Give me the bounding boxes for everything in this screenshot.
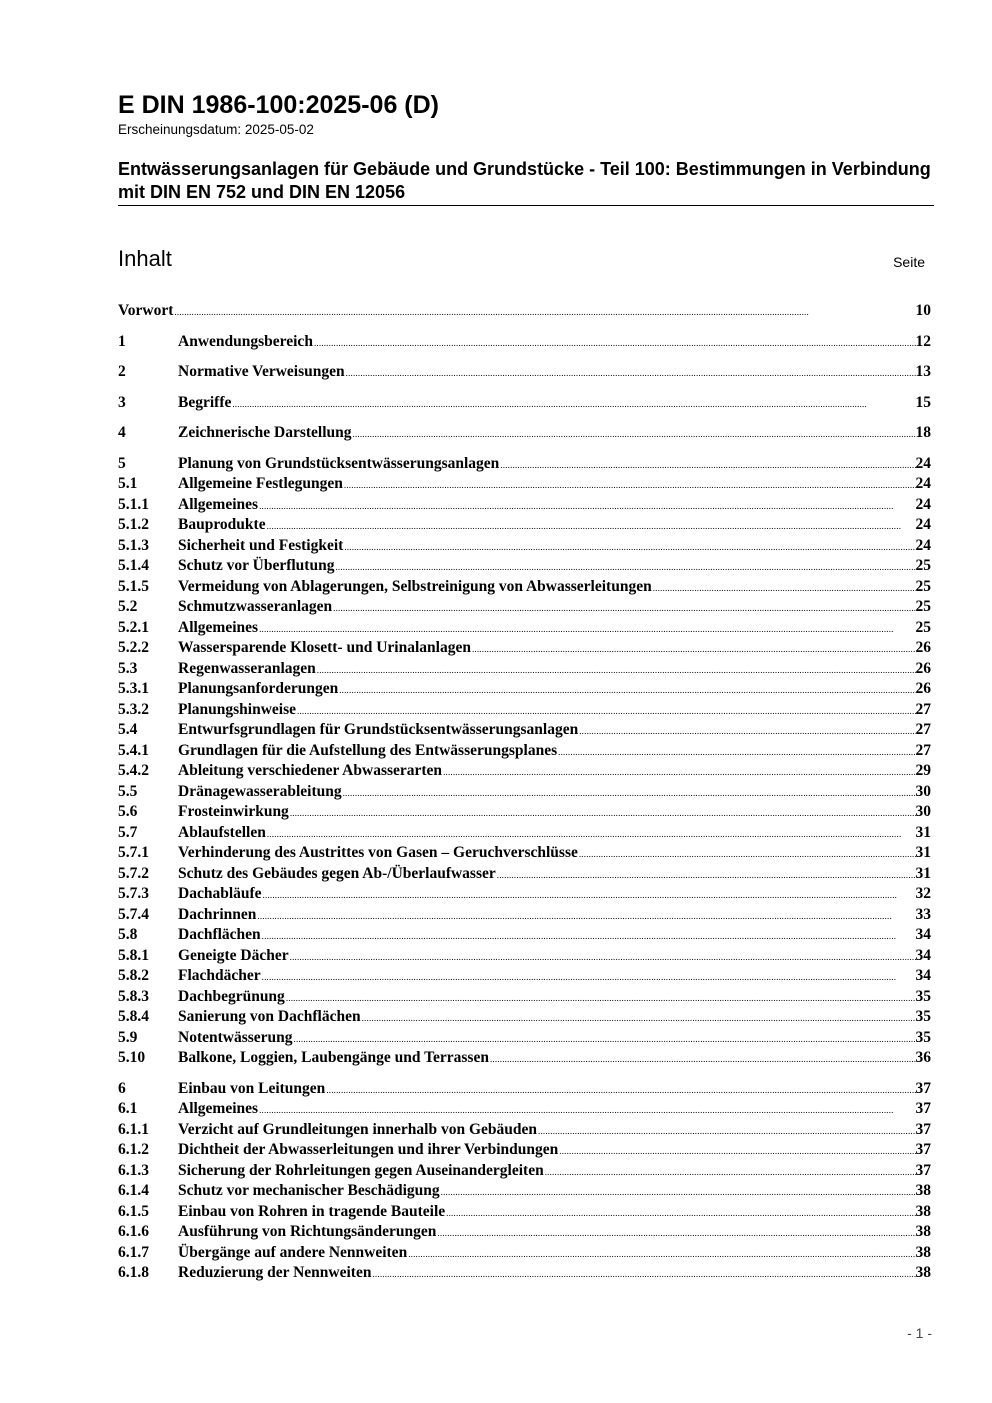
toc-entry-number: 5.8.3 bbox=[118, 987, 149, 1005]
toc-entry-number: 5.7.3 bbox=[118, 885, 149, 902]
toc-entry[interactable] bbox=[118, 659, 931, 680]
toc-dot-leader bbox=[261, 926, 916, 947]
toc-entry-number: 5.8 bbox=[118, 926, 138, 943]
toc-entry-page: 38 bbox=[915, 1223, 931, 1240]
toc-entry-number: 5.10 bbox=[118, 1049, 146, 1066]
toc-dot-leader bbox=[296, 701, 915, 722]
table-of-contents bbox=[118, 301, 931, 1284]
toc-entry-number: 5.7.1 bbox=[118, 844, 149, 861]
toc-entry-page: 15 bbox=[915, 393, 931, 411]
toc-entry[interactable] bbox=[118, 741, 931, 762]
toc-entry-page: 13 bbox=[915, 363, 931, 380]
toc-entry-title: Verhinderung des Austrittes von Gasen – Geruchverschlüsse bbox=[178, 844, 578, 861]
toc-entry-number: 5.6 bbox=[118, 803, 138, 820]
toc-dot-leader bbox=[436, 1223, 915, 1244]
toc-entry-page: 37 bbox=[915, 1079, 931, 1097]
toc-entry[interactable] bbox=[118, 393, 931, 414]
toc-entry-page: 25 bbox=[915, 618, 931, 636]
toc-entry[interactable] bbox=[118, 618, 931, 639]
toc-entry-title: Begriffe bbox=[178, 393, 232, 411]
toc-dot-leader bbox=[332, 598, 915, 619]
toc-entry-title: Allgemeine Festlegungen bbox=[178, 475, 343, 492]
toc-dot-leader bbox=[578, 844, 916, 865]
toc-dot-leader bbox=[173, 302, 915, 323]
toc-dot-leader bbox=[371, 1264, 915, 1285]
toc-entry-number: 5.8.1 bbox=[118, 946, 149, 964]
document-title: Entwässerungsanlagen für Gebäude und Grundstücke - Teil 100: Bestimmungen in Verbindung mit DIN EN 752 und DIN EN 12056 bbox=[118, 159, 931, 202]
toc-entry-title: Übergänge auf andere Nennweiten bbox=[178, 1243, 408, 1261]
toc-dot-leader bbox=[325, 1080, 915, 1101]
toc-dot-leader bbox=[489, 1049, 916, 1070]
toc-entry[interactable] bbox=[118, 556, 931, 577]
toc-entry[interactable] bbox=[118, 515, 931, 536]
toc-entry-number: 5.1.4 bbox=[118, 557, 149, 574]
toc-entry-number: 4 bbox=[118, 424, 126, 441]
toc-entry-page: 10 bbox=[915, 302, 931, 319]
toc-entry-page: 31 bbox=[915, 823, 931, 841]
toc-entry[interactable] bbox=[118, 782, 931, 803]
toc-entry[interactable] bbox=[118, 720, 931, 741]
toc-entry-number: 5.1.5 bbox=[118, 577, 149, 595]
toc-entry-title: Schutz des Gebäudes gegen Ab-/Überlaufwasser bbox=[178, 864, 496, 882]
toc-dot-leader bbox=[258, 1100, 915, 1121]
toc-entry-title: Frosteinwirkung bbox=[178, 803, 289, 820]
toc-dot-leader bbox=[445, 1203, 915, 1224]
toc-entry-page: 33 bbox=[915, 905, 931, 923]
toc-entry[interactable] bbox=[118, 474, 931, 495]
toc-entry[interactable] bbox=[118, 884, 931, 905]
toc-entry-title: Wassersparende Klosett- und Urinalanlagen bbox=[178, 639, 471, 656]
toc-entry-number: 5.2.2 bbox=[118, 639, 149, 656]
toc-entry[interactable] bbox=[118, 1120, 931, 1141]
toc-dot-leader bbox=[231, 394, 915, 415]
toc-entry-title: Planungshinweise bbox=[178, 700, 297, 718]
toc-entry-page: 24 bbox=[915, 495, 931, 513]
toc-entry-title: Anwendungsbereich bbox=[178, 332, 313, 350]
toc-entry-number: 5.1.3 bbox=[118, 536, 149, 554]
page-column-label: Seite bbox=[893, 254, 925, 270]
toc-entry-title: Einbau von Leitungen bbox=[178, 1079, 326, 1097]
toc-dot-leader bbox=[285, 988, 916, 1009]
toc-entry-title: Allgemeines bbox=[178, 495, 259, 513]
toc-entry-title: Planungsanforderungen bbox=[178, 680, 339, 697]
toc-entry-title: Dachbegrünung bbox=[178, 987, 285, 1005]
toc-entry-title: Einbau von Rohren in tragende Bauteile bbox=[178, 1202, 446, 1220]
toc-entry-title: Dachflächen bbox=[178, 926, 261, 943]
toc-entry-number: 5.5 bbox=[118, 782, 138, 800]
toc-entry-number: 5.4.1 bbox=[118, 741, 149, 759]
toc-entry-page: 26 bbox=[915, 659, 931, 677]
toc-entry[interactable] bbox=[118, 454, 931, 475]
toc-entry-page: 37 bbox=[915, 1120, 931, 1138]
toc-entry-page: 34 bbox=[915, 967, 931, 984]
toc-entry-page: 38 bbox=[915, 1182, 931, 1199]
toc-entry[interactable] bbox=[118, 987, 931, 1008]
toc-entry[interactable] bbox=[118, 823, 931, 844]
toc-dot-leader bbox=[407, 1244, 915, 1265]
toc-entry-title: Dachabläufe bbox=[178, 885, 262, 902]
toc-entry-number: 5.3.1 bbox=[118, 680, 149, 697]
toc-entry-page: 18 bbox=[915, 424, 931, 441]
footer-page-number: - 1 - bbox=[907, 1325, 932, 1341]
toc-entry[interactable] bbox=[118, 1099, 931, 1120]
toc-dot-leader bbox=[361, 1008, 916, 1029]
toc-dot-leader bbox=[316, 660, 916, 681]
toc-entry-number: 5.7.2 bbox=[118, 864, 149, 882]
toc-entry-page: 24 bbox=[915, 475, 931, 492]
toc-entry-number: 5.9 bbox=[118, 1028, 138, 1046]
toc-entry[interactable] bbox=[118, 332, 931, 353]
toc-entry-page: 29 bbox=[915, 762, 931, 779]
toc-entry-page: 34 bbox=[915, 926, 931, 943]
toc-entry-page: 27 bbox=[915, 741, 931, 759]
toc-entry-number: 5.4.2 bbox=[118, 762, 149, 779]
toc-entry-number: 5.8.2 bbox=[118, 967, 149, 984]
toc-entry-title: Dränagewasserableitung bbox=[178, 782, 342, 800]
toc-entry-title: Verzicht auf Grundleitungen innerhalb von Gebäuden bbox=[178, 1120, 537, 1138]
toc-entry[interactable] bbox=[118, 536, 931, 557]
toc-entry-number: 6.1.7 bbox=[118, 1243, 149, 1261]
toc-entry-number: 5.1 bbox=[118, 475, 138, 492]
toc-entry-title: Dachrinnen bbox=[178, 905, 257, 923]
toc-dot-leader bbox=[262, 885, 916, 906]
toc-entry-page: 35 bbox=[915, 987, 931, 1005]
title-divider bbox=[118, 205, 934, 206]
toc-entry-page: 35 bbox=[915, 1008, 931, 1025]
toc-entry-number: 5.1.2 bbox=[118, 516, 149, 533]
toc-entry[interactable] bbox=[118, 597, 931, 618]
toc-entry-page: 25 bbox=[915, 577, 931, 595]
toc-entry-number: 6.1.2 bbox=[118, 1141, 149, 1158]
toc-entry-number: 5.8.4 bbox=[118, 1008, 149, 1025]
toc-dot-leader bbox=[345, 363, 916, 384]
toc-entry-page: 31 bbox=[915, 844, 931, 861]
toc-entry[interactable] bbox=[118, 1140, 931, 1161]
toc-entry-number: 2 bbox=[118, 363, 126, 380]
toc-entry-title: Reduzierung der Nennweiten bbox=[178, 1264, 372, 1281]
toc-entry-title: Sicherheit und Festigkeit bbox=[178, 536, 344, 554]
toc-entry-title: Grundlagen für die Aufstellung des Entwässerungsplanes bbox=[178, 741, 558, 759]
toc-entry[interactable] bbox=[118, 679, 931, 700]
toc-entry[interactable] bbox=[118, 362, 931, 383]
toc-entry-number: 6.1.5 bbox=[118, 1202, 149, 1220]
toc-dot-leader bbox=[266, 824, 916, 845]
toc-dot-leader bbox=[313, 333, 916, 354]
toc-entry[interactable] bbox=[118, 495, 931, 516]
toc-dot-leader bbox=[334, 557, 915, 578]
toc-entry-page: 30 bbox=[915, 782, 931, 800]
toc-entry-title: Schmutzwasseranlagen bbox=[178, 598, 333, 615]
toc-entry-page: 35 bbox=[915, 1028, 931, 1046]
toc-dot-leader bbox=[652, 578, 916, 599]
toc-dot-leader bbox=[343, 537, 915, 558]
toc-entry-page: 25 bbox=[915, 557, 931, 574]
toc-dot-leader bbox=[289, 947, 916, 968]
toc-dot-leader bbox=[544, 1162, 916, 1183]
toc-entry-title: Notentwässerung bbox=[178, 1028, 293, 1046]
toc-entry-page: 30 bbox=[915, 803, 931, 820]
toc-entry[interactable] bbox=[118, 802, 931, 823]
toc-entry-title: Vorwort bbox=[118, 302, 174, 319]
toc-heading: Inhalt bbox=[118, 246, 172, 271]
toc-entry-title: Schutz vor Überflutung bbox=[178, 557, 335, 574]
toc-dot-leader bbox=[258, 619, 915, 640]
toc-dot-leader bbox=[442, 762, 915, 783]
toc-entry[interactable] bbox=[118, 1222, 931, 1243]
toc-entry[interactable] bbox=[118, 843, 931, 864]
toc-dot-leader bbox=[557, 742, 915, 763]
toc-entry-number: 5.4 bbox=[118, 721, 138, 738]
toc-dot-leader bbox=[537, 1121, 916, 1142]
toc-entry-title: Vermeidung von Ablagerungen, Selbstreinigung von Abwasserleitungen bbox=[178, 577, 652, 595]
toc-entry-title: Bauprodukte bbox=[178, 516, 266, 533]
toc-entry-page: 38 bbox=[915, 1264, 931, 1281]
toc-entry-page: 38 bbox=[915, 1243, 931, 1261]
toc-entry-page: 24 bbox=[915, 536, 931, 554]
toc-dot-leader bbox=[496, 865, 916, 886]
toc-entry-title: Ableitung verschiedener Abwasserarten bbox=[178, 762, 443, 779]
toc-entry[interactable] bbox=[118, 946, 931, 967]
toc-entry[interactable] bbox=[118, 1181, 931, 1202]
toc-entry-title: Regenwasseranlagen bbox=[178, 659, 316, 677]
toc-entry-number: 6.1.3 bbox=[118, 1161, 149, 1179]
toc-entry-number: 5.7.4 bbox=[118, 905, 149, 923]
toc-dot-leader bbox=[289, 803, 916, 824]
toc-entry-number: 6.1.4 bbox=[118, 1182, 149, 1199]
toc-entry-number: 5.3.2 bbox=[118, 700, 149, 718]
toc-entry-page: 27 bbox=[915, 721, 931, 738]
toc-entry-title: Flachdächer bbox=[178, 967, 261, 984]
toc-entry-page: 37 bbox=[915, 1141, 931, 1158]
toc-dot-leader bbox=[338, 680, 915, 701]
toc-entry-title: Sicherung der Rohrleitungen gegen Auseinandergleiten bbox=[178, 1161, 544, 1179]
toc-entry-title: Normative Verweisungen bbox=[178, 363, 345, 380]
toc-entry-number: 6.1.6 bbox=[118, 1223, 149, 1240]
toc-entry-title: Geneigte Dächer bbox=[178, 946, 289, 964]
toc-entry-title: Schutz vor mechanischer Beschädigung bbox=[178, 1182, 440, 1199]
toc-entry-title: Ausführung von Richtungsänderungen bbox=[178, 1223, 437, 1240]
toc-entry-title: Ablaufstellen bbox=[178, 823, 266, 841]
toc-entry-page: 36 bbox=[915, 1049, 931, 1066]
toc-dot-leader bbox=[499, 455, 915, 476]
toc-entry-title: Sanierung von Dachflächen bbox=[178, 1008, 361, 1025]
toc-entry-title: Allgemeines bbox=[178, 1100, 259, 1117]
toc-entry[interactable] bbox=[118, 864, 931, 885]
toc-entry[interactable] bbox=[118, 423, 931, 444]
toc-entry[interactable] bbox=[118, 1079, 931, 1100]
toc-dot-leader bbox=[258, 496, 915, 517]
toc-entry[interactable] bbox=[118, 1243, 931, 1264]
publication-date: Erscheinungsdatum: 2025-05-02 bbox=[118, 122, 314, 137]
toc-entry[interactable] bbox=[118, 925, 931, 946]
toc-entry-page: 32 bbox=[915, 885, 931, 902]
toc-entry-title: Balkone, Loggien, Laubengänge und Terrassen bbox=[178, 1049, 489, 1066]
toc-entry[interactable] bbox=[118, 577, 931, 598]
toc-entry-number: 6.1 bbox=[118, 1100, 138, 1117]
toc-entry-number: 5.7 bbox=[118, 823, 138, 841]
toc-entry-page: 34 bbox=[915, 946, 931, 964]
toc-dot-leader bbox=[558, 1141, 915, 1162]
toc-entry-title: Dichtheit der Abwasserleitungen und ihrer Verbindungen bbox=[178, 1141, 559, 1158]
toc-entry-title: Zeichnerische Darstellung bbox=[178, 424, 352, 441]
toc-dot-leader bbox=[352, 424, 916, 445]
toc-entry-title: Allgemeines bbox=[178, 618, 259, 636]
toc-entry[interactable] bbox=[118, 301, 931, 322]
toc-entry-page: 24 bbox=[915, 516, 931, 533]
toc-entry[interactable] bbox=[118, 638, 931, 659]
toc-entry-number: 3 bbox=[118, 393, 126, 411]
toc-entry-title: Planung von Grundstücksentwässerungsanlagen bbox=[178, 454, 500, 472]
toc-dot-leader bbox=[256, 906, 915, 927]
toc-dot-leader bbox=[578, 721, 915, 742]
toc-entry-number: 6.1.8 bbox=[118, 1264, 149, 1281]
toc-entry[interactable] bbox=[118, 700, 931, 721]
toc-entry-number: 5 bbox=[118, 454, 126, 472]
toc-entry-number: 5.3 bbox=[118, 659, 138, 677]
toc-entry-page: 31 bbox=[915, 864, 931, 882]
toc-dot-leader bbox=[293, 1029, 916, 1050]
toc-entry-number: 6.1.1 bbox=[118, 1120, 149, 1138]
toc-entry[interactable] bbox=[118, 1028, 931, 1049]
toc-entry-page: 37 bbox=[915, 1100, 931, 1117]
toc-entry[interactable] bbox=[118, 1007, 931, 1028]
toc-entry-number: 5.1.1 bbox=[118, 495, 149, 513]
toc-entry-title: Entwurfsgrundlagen für Grundstücksentwässerungsanlagen bbox=[178, 721, 579, 738]
toc-entry[interactable] bbox=[118, 761, 931, 782]
toc-dot-leader bbox=[261, 967, 916, 988]
toc-entry[interactable] bbox=[118, 905, 931, 926]
toc-entry-number: 6 bbox=[118, 1079, 126, 1097]
document-id: E DIN 1986-100:2025-06 (D) bbox=[118, 91, 439, 119]
toc-entry-page: 26 bbox=[915, 680, 931, 697]
toc-entry-number: 1 bbox=[118, 332, 126, 350]
toc-entry-number: 5.2.1 bbox=[118, 618, 149, 636]
toc-entry-page: 38 bbox=[915, 1202, 931, 1220]
toc-entry[interactable] bbox=[118, 1263, 931, 1284]
toc-entry-page: 25 bbox=[915, 598, 931, 615]
toc-entry[interactable] bbox=[118, 966, 931, 987]
toc-entry-page: 27 bbox=[915, 700, 931, 718]
toc-entry-page: 24 bbox=[915, 454, 931, 472]
toc-dot-leader bbox=[266, 516, 916, 537]
toc-dot-leader bbox=[440, 1182, 916, 1203]
toc-dot-leader bbox=[342, 783, 916, 804]
toc-entry-number: 5.2 bbox=[118, 598, 138, 615]
toc-entry[interactable] bbox=[118, 1048, 931, 1069]
toc-entry[interactable] bbox=[118, 1161, 931, 1182]
toc-entry-page: 12 bbox=[915, 332, 931, 350]
toc-entry-page: 26 bbox=[915, 639, 931, 656]
toc-entry[interactable] bbox=[118, 1202, 931, 1223]
toc-dot-leader bbox=[471, 639, 916, 660]
toc-entry-page: 37 bbox=[915, 1161, 931, 1179]
toc-dot-leader bbox=[343, 475, 916, 496]
